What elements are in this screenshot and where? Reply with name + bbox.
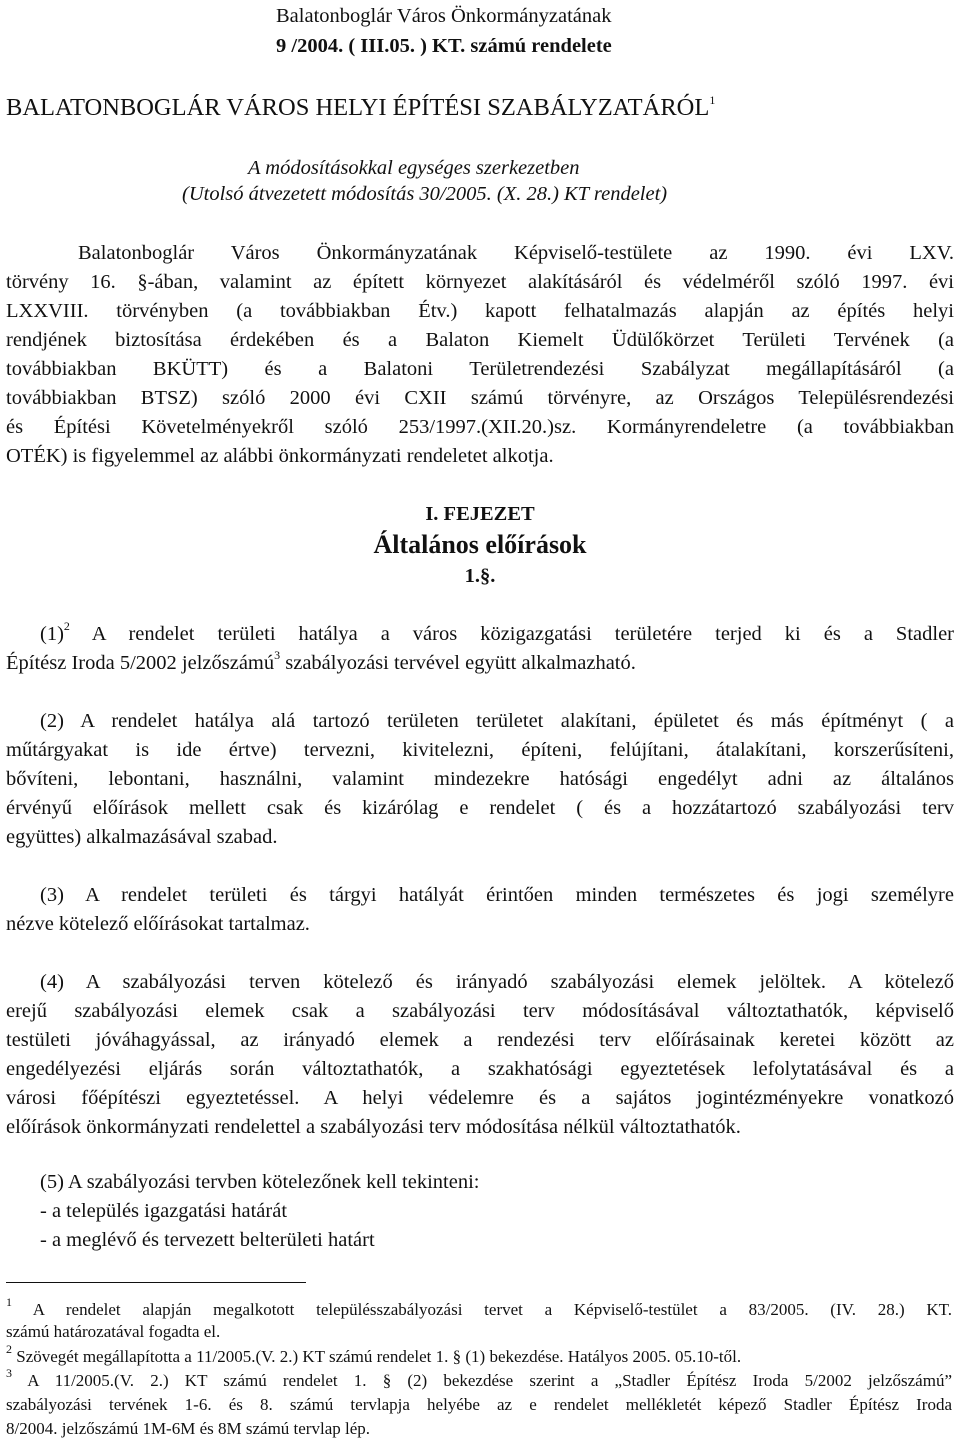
chapter-title: Általános előírások (373, 530, 587, 559)
preamble-line: OTÉK) is figyelemmel az alábbi önkormányzati rendeletet alkotja. (6, 445, 554, 467)
paragraph-4-line: engedélyezési eljárás során változtathatók, a szakhatósági egyeztetések lefolytatásával és a (6, 1058, 954, 1080)
paragraph-1-text: A rendelet területi hatálya a város közigazgatási területére terjed ki és a Stadler (69, 623, 954, 645)
document-title-text: BALATONBOGLÁR VÁROS HELYI ÉPÍTÉSI SZABÁLYZATÁRÓL (6, 94, 710, 121)
paragraph-1-label: (1) (40, 623, 64, 645)
footnote-ref-3: 3 (274, 648, 281, 663)
list-item: - a település igazgatási határát (40, 1200, 288, 1222)
paragraph-1-line (6, 648, 636, 675)
paragraph-4-line: előírások önkormányzati rendelettel a szabályozási terv módosítása nélkül változtathatók. (6, 1116, 741, 1138)
preamble-line: Balatonboglár Város Önkormányzatának Képviselő-testülete az 1990. évi LXV. (78, 242, 954, 264)
paragraph-3-line: nézve kötelező előírásokat tartalmaz. (6, 913, 310, 935)
paragraph-4-line: (4) A szabályozási terven kötelező és irányadó szabályozási elemek jelöltek. A kötelező (40, 971, 954, 993)
footnote-3-cont: 8/2004. jelzőszámú 1M-6M és 8M számú tervlap lép. (6, 1419, 371, 1438)
consolidation-note: A módosításokkal egységes szerkezetben (248, 157, 580, 179)
footnote-3 (6, 1366, 952, 1392)
chapter-number: I. FEJEZET (425, 503, 535, 525)
preamble-line: LXXVIII. törvényben (a továbbiakban Étv.) kapott felhatalmazás alapján az építés helyi (6, 300, 954, 322)
paragraph-2-line: bővíteni, lebontani, használni, valamint mindezekre hatósági engedélyt adni az általános (6, 768, 954, 790)
regulation-number: 9 /2004. ( III.05. ) KT. számú rendelete (276, 35, 612, 57)
paragraph-4-line: testületi jóváhagyással, az irányadó elemek a rendezési terv előírásainak keretei között az (6, 1029, 954, 1051)
footnote-ref-1: 1 (709, 92, 716, 107)
footnote-number: 2 (6, 1342, 12, 1357)
footnote-separator (6, 1282, 306, 1283)
document-title (6, 94, 715, 122)
footnote-text: Szövegét megállapította a 11/2005.(V. 2.) KT számú rendelet 1. § (1) bekezdése. Hatályos 2005. 05.10-től. (12, 1347, 742, 1366)
issuer-line: Balatonboglár Város Önkormányzatának (276, 5, 612, 27)
footnote-2 (6, 1342, 742, 1368)
paragraph-1-text: szabályozási tervével együtt alkalmazható. (280, 652, 636, 674)
list-item: - a meglévő és tervezett belterületi határt (40, 1229, 375, 1251)
footnote-text: A 11/2005.(V. 2.) KT számú rendelet 1. § (2) bekezdése szerint a „Stadler Építész Iroda 5/2002 jelzőszámú” (12, 1371, 952, 1390)
preamble-line: törvény 16. §-ában, valamint az épített környezet alakításáról és védelméről szóló 1997. évi (6, 271, 954, 293)
paragraph-4-line: erejű szabályozási elemek csak a szabályozási terv módosításával változtathatók, képviselő (6, 1000, 954, 1022)
footnote-number: 1 (6, 1295, 12, 1310)
paragraph-2-line: együttes) alkalmazásával szabad. (6, 826, 278, 848)
paragraph-2-line: érvényű előírások mellett csak és kizárólag e rendelet ( és a hozzátartozó szabályozási terv (6, 797, 954, 819)
footnote-number: 3 (6, 1366, 12, 1381)
footnote-text: A rendelet alapján megalkotott településszabályozási tervet a Képviselő-testület a 83/2005. (IV. 28.) KT. (12, 1300, 952, 1319)
paragraph-1-text: Építész Iroda 5/2002 jelzőszámú (6, 652, 275, 674)
paragraph-2-line: (2) A rendelet hatálya alá tartozó területen területet alakítani, épületet és más építményt ( a (40, 710, 954, 732)
footnote-3-cont: szabályozási tervének 1-6. és 8. számú tervlapja helyébe az e rendelet mellékletét képező Stadler Építész Iroda (6, 1395, 952, 1414)
paragraph-1-line (40, 619, 954, 646)
footnote-1-cont: számú határozatával fogadta el. (6, 1322, 221, 1341)
preamble-line: továbbiakban BKÜTT) és a Balatoni Területrendezési Szabályzat megállapításáról (a (6, 358, 954, 380)
preamble-line: továbbiakban BTSZ) szóló 2000 évi CXII számú törvényre, az Országos Településrendezési (6, 387, 954, 409)
preamble-line: rendjének biztosítása érdekében és a Balaton Kiemelt Üdülőkörzet Területi Tervének (a (6, 329, 954, 351)
paragraph-4-line: városi főépítészi egyeztetéssel. A helyi védelemre és a sajátos jogintézményekre vonatkozó (6, 1087, 954, 1109)
paragraph-2-line: műtárgyakat is ide értve) tervezni, kivitelezni, építeni, felújítani, átalakítani, korszerűsíteni, (6, 739, 954, 761)
footnote-1 (6, 1295, 952, 1321)
last-amendment-note: (Utolsó átvezetett módosítás 30/2005. (X. 28.) KT rendelet) (182, 183, 668, 205)
preamble-line: és Építési Követelményekről szóló 253/1997.(XII.20.)sz. Kormányrendeletre (a továbbiakban (6, 416, 954, 438)
paragraph-5-line: (5) A szabályozási tervben kötelezőnek kell tekinteni: (40, 1171, 480, 1193)
section-number: 1.§. (464, 565, 496, 587)
footnote-ref-2: 2 (63, 619, 70, 634)
paragraph-3-line: (3) A rendelet területi és tárgyi hatályát érintően minden természetes és jogi személyre (40, 884, 954, 906)
